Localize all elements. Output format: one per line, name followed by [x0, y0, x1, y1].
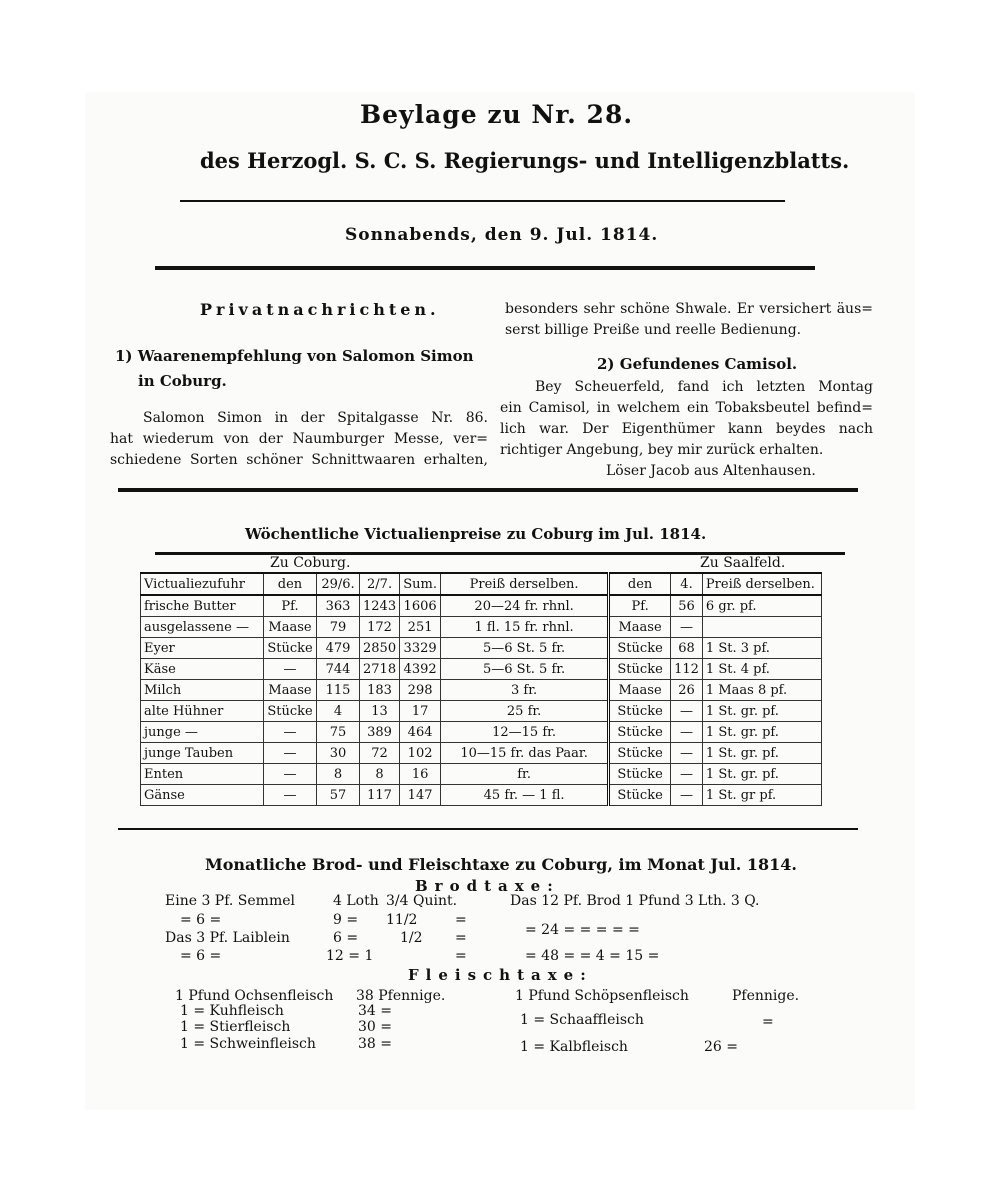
brod-quint: 11/2 — [386, 912, 418, 928]
row-saalfeld-price: 1 St. gr. pf. — [702, 743, 821, 764]
row-saalfeld-price: 1 St. 3 pf. — [702, 638, 821, 659]
row-sum: 251 — [400, 617, 441, 638]
row-saalfeld-unit: Stücke — [609, 701, 671, 722]
header-rule — [180, 200, 785, 202]
row-sum: 1606 — [400, 595, 441, 617]
row-saalfeld-price: 6 gr. pf. — [702, 595, 821, 617]
row-saalfeld-qty: — — [671, 617, 703, 638]
fleisch-left: 1 = Stierfleisch — [180, 1019, 291, 1035]
row-date1: 115 — [317, 680, 360, 701]
item2-line: Bey Scheuerfeld, fand ich letzten Montag — [535, 379, 873, 395]
col-header-sum: Sum. — [400, 573, 441, 595]
table-row — [141, 638, 822, 659]
row-sum: 298 — [400, 680, 441, 701]
row-date2: 1243 — [360, 595, 400, 617]
row-saalfeld-unit: Stücke — [609, 764, 671, 785]
ditto-mark: = — [455, 948, 467, 964]
row-date1: 8 — [317, 764, 360, 785]
row-date2: 172 — [360, 617, 400, 638]
supplement-title: Beylage zu Nr. 28. — [360, 100, 634, 129]
item2-line: ein Camisol, in welchem ein Tobaksbeutel befind= — [500, 400, 873, 416]
item1-line: schiedene Sorten schöner Schnittwaaren erhalten, — [110, 452, 488, 468]
row-price: 1 fl. 15 fr. rhnl. — [441, 617, 609, 638]
row-date1: 57 — [317, 785, 360, 806]
row-date2: 2850 — [360, 638, 400, 659]
row-saalfeld-unit: Stücke — [609, 785, 671, 806]
fleisch-left: 1 = Schweinfleisch — [180, 1036, 316, 1052]
row-item: ausgelassene — — [141, 617, 264, 638]
row-saalfeld-qty: 26 — [671, 680, 703, 701]
section-heading-private-news: Privatnachrichten. — [200, 300, 440, 319]
brod-quint: 1/2 — [400, 930, 423, 946]
brod-left: Eine 3 Pf. Semmel — [165, 893, 295, 909]
fleisch-left: 1 = Kuhfleisch — [180, 1003, 284, 1019]
ditto-mark: = — [455, 912, 467, 928]
row-price: 10—15 fr. das Paar. — [441, 743, 609, 764]
row-sum: 16 — [400, 764, 441, 785]
row-saalfeld-qty: — — [671, 785, 703, 806]
brod-weight: 12 = 1 — [326, 948, 374, 964]
table-header-row — [141, 573, 822, 595]
row-saalfeld-qty: — — [671, 722, 703, 743]
section-rule — [118, 488, 858, 492]
row-saalfeld-unit: Stücke — [609, 722, 671, 743]
brod-left: Das 3 Pf. Laiblein — [165, 930, 290, 946]
row-date2: 8 — [360, 764, 400, 785]
item1-line: hat wiederum von der Naumburger Messe, ver= — [110, 431, 488, 447]
row-saalfeld-unit: Stücke — [609, 743, 671, 764]
row-sum: 4392 — [400, 659, 441, 680]
row-date1: 75 — [317, 722, 360, 743]
col-header-d1: 29/6. — [317, 573, 360, 595]
row-saalfeld-unit: Maase — [609, 680, 671, 701]
col-header-d2: 2/7. — [360, 573, 400, 595]
row-unit: Maase — [264, 617, 317, 638]
item2-line: richtiger Angebung, bey mir zurück erhalten. — [500, 442, 824, 458]
fleisch-right-price: 26 = — [704, 1039, 738, 1055]
col-header-item: Victualiezufuhr — [141, 573, 264, 595]
row-date1: 4 — [317, 701, 360, 722]
row-unit: — — [264, 743, 317, 764]
row-saalfeld-price: 1 Maas 8 pf. — [702, 680, 821, 701]
row-saalfeld-qty: 112 — [671, 659, 703, 680]
row-saalfeld-unit: Stücke — [609, 638, 671, 659]
item1-title: 1) Waarenempfehlung von Salomon Simon — [115, 347, 474, 365]
row-saalfeld-price: 1 St. gr pf. — [702, 785, 821, 806]
col-header-s-qty: 4. — [671, 573, 703, 595]
row-saalfeld-price: 1 St. gr. pf. — [702, 722, 821, 743]
row-price: 3 fr. — [441, 680, 609, 701]
row-unit: Stücke — [264, 701, 317, 722]
row-saalfeld-price: 1 St. gr. pf. — [702, 764, 821, 785]
item1-continuation: besonders sehr schöne Shwale. Er versichert äus= — [505, 301, 873, 317]
table-row — [141, 785, 822, 806]
row-date1: 363 — [317, 595, 360, 617]
row-date1: 30 — [317, 743, 360, 764]
brod-weight: 9 = — [333, 912, 359, 928]
row-date2: 389 — [360, 722, 400, 743]
row-item: Milch — [141, 680, 264, 701]
row-item: Eyer — [141, 638, 264, 659]
item1-line: Salomon Simon in der Spitalgasse Nr. 86. — [143, 410, 488, 426]
row-item: junge Tauben — [141, 743, 264, 764]
row-unit: — — [264, 785, 317, 806]
brod-right: = 48 = = 4 = 15 = — [525, 948, 660, 964]
fleisch-price: 30 = — [358, 1019, 392, 1035]
table-bottom-rule — [118, 828, 858, 830]
row-item: junge — — [141, 722, 264, 743]
row-unit: Stücke — [264, 638, 317, 659]
table-row — [141, 595, 822, 617]
row-date1: 479 — [317, 638, 360, 659]
table-row — [141, 659, 822, 680]
item2-line: lich war. Der Eigenthümer kann beydes nach — [500, 421, 873, 437]
row-date2: 13 — [360, 701, 400, 722]
brod-left: = 6 = — [180, 948, 222, 964]
row-date2: 117 — [360, 785, 400, 806]
fleisch-price: 38 = — [358, 1036, 392, 1052]
row-sum: 3329 — [400, 638, 441, 659]
brod-heading: Brodtaxe: — [415, 877, 560, 895]
table-row — [141, 617, 822, 638]
row-unit: Pf. — [264, 595, 317, 617]
brod-weight: 4 Loth — [333, 893, 379, 909]
table-row — [141, 680, 822, 701]
fleisch-price: 38 Pfennige. — [356, 988, 446, 1004]
row-unit: — — [264, 722, 317, 743]
item1-title-cont: in Coburg. — [138, 372, 227, 390]
date-rule — [155, 266, 815, 270]
ditto-mark: = — [455, 930, 467, 946]
row-date1: 79 — [317, 617, 360, 638]
row-sum: 464 — [400, 722, 441, 743]
row-saalfeld-qty: — — [671, 743, 703, 764]
brod-left: = 6 = — [180, 912, 222, 928]
row-unit: — — [264, 764, 317, 785]
col-header-s-price: Preiß derselben. — [702, 573, 821, 595]
row-saalfeld-qty: 68 — [671, 638, 703, 659]
prices-table-title: Wöchentliche Victualienpreise zu Coburg im Jul. 1814. — [245, 525, 707, 543]
row-date2: 72 — [360, 743, 400, 764]
row-saalfeld-unit: Stücke — [609, 659, 671, 680]
tax-title: Monatliche Brod- und Fleischtaxe zu Coburg, im Monat Jul. 1814. — [205, 855, 797, 874]
row-saalfeld-unit: Maase — [609, 617, 671, 638]
fleisch-right-price: = — [762, 1014, 774, 1030]
victuals-price-table — [140, 572, 822, 806]
fleisch-right: 1 = Kalbfleisch — [520, 1039, 628, 1055]
col-header-price: Preiß derselben. — [441, 573, 609, 595]
row-price: 5—6 St. 5 fr. — [441, 638, 609, 659]
row-price: 5—6 St. 5 fr. — [441, 659, 609, 680]
row-saalfeld-qty: 56 — [671, 595, 703, 617]
row-unit: — — [264, 659, 317, 680]
fleisch-right: 1 Pfund Schöpsenfleisch — [515, 988, 689, 1004]
col-header-s-unit: den — [609, 573, 671, 595]
fleisch-right: 1 = Schaaffleisch — [520, 1012, 644, 1028]
row-unit: Maase — [264, 680, 317, 701]
fleisch-left: 1 Pfund Ochsenfleisch — [175, 988, 334, 1004]
row-saalfeld-qty: — — [671, 701, 703, 722]
table-row — [141, 743, 822, 764]
row-saalfeld-qty: — — [671, 764, 703, 785]
row-saalfeld-price — [702, 617, 821, 638]
row-sum: 147 — [400, 785, 441, 806]
row-item: Enten — [141, 764, 264, 785]
row-price: 25 fr. — [441, 701, 609, 722]
fleisch-price: 34 = — [358, 1003, 392, 1019]
table-row — [141, 764, 822, 785]
brod-right: = 24 = = = = = — [525, 922, 640, 938]
item2-title: 2) Gefundenes Camisol. — [597, 355, 798, 373]
brod-right: Das 12 Pf. Brod 1 Pfund 3 Lth. 3 Q. — [510, 893, 760, 909]
item1-continuation: serst billige Preiße und reelle Bedienung. — [505, 322, 802, 338]
row-sum: 17 — [400, 701, 441, 722]
row-item: frische Butter — [141, 595, 264, 617]
fleisch-heading: Fleischtaxe: — [408, 966, 593, 984]
group-coburg: Zu Coburg. — [270, 555, 351, 571]
col-header-unit: den — [264, 573, 317, 595]
row-price: 45 fr. — 1 fl. — [441, 785, 609, 806]
row-item: Käse — [141, 659, 264, 680]
group-saalfeld: Zu Saalfeld. — [700, 555, 786, 571]
row-item: alte Hühner — [141, 701, 264, 722]
row-saalfeld-price: 1 St. gr. pf. — [702, 701, 821, 722]
row-price: fr. — [441, 764, 609, 785]
issue-date: Sonnabends, den 9. Jul. 1814. — [345, 225, 659, 245]
row-saalfeld-price: 1 St. 4 pf. — [702, 659, 821, 680]
item2-signature: Löser Jacob aus Altenhausen. — [606, 463, 816, 479]
table-row — [141, 722, 822, 743]
row-saalfeld-unit: Pf. — [609, 595, 671, 617]
row-item: Gänse — [141, 785, 264, 806]
row-price: 12—15 fr. — [441, 722, 609, 743]
row-date2: 2718 — [360, 659, 400, 680]
row-date1: 744 — [317, 659, 360, 680]
row-sum: 102 — [400, 743, 441, 764]
row-date2: 183 — [360, 680, 400, 701]
row-price: 20—24 fr. rhnl. — [441, 595, 609, 617]
fleisch-right-price: Pfennige. — [732, 988, 800, 1004]
newspaper-subtitle: des Herzogl. S. C. S. Regierungs- und Intelligenzblatts. — [200, 148, 850, 173]
table-row — [141, 701, 822, 722]
brod-quint: 3/4 Quint. — [386, 893, 458, 909]
brod-weight: 6 = — [333, 930, 359, 946]
